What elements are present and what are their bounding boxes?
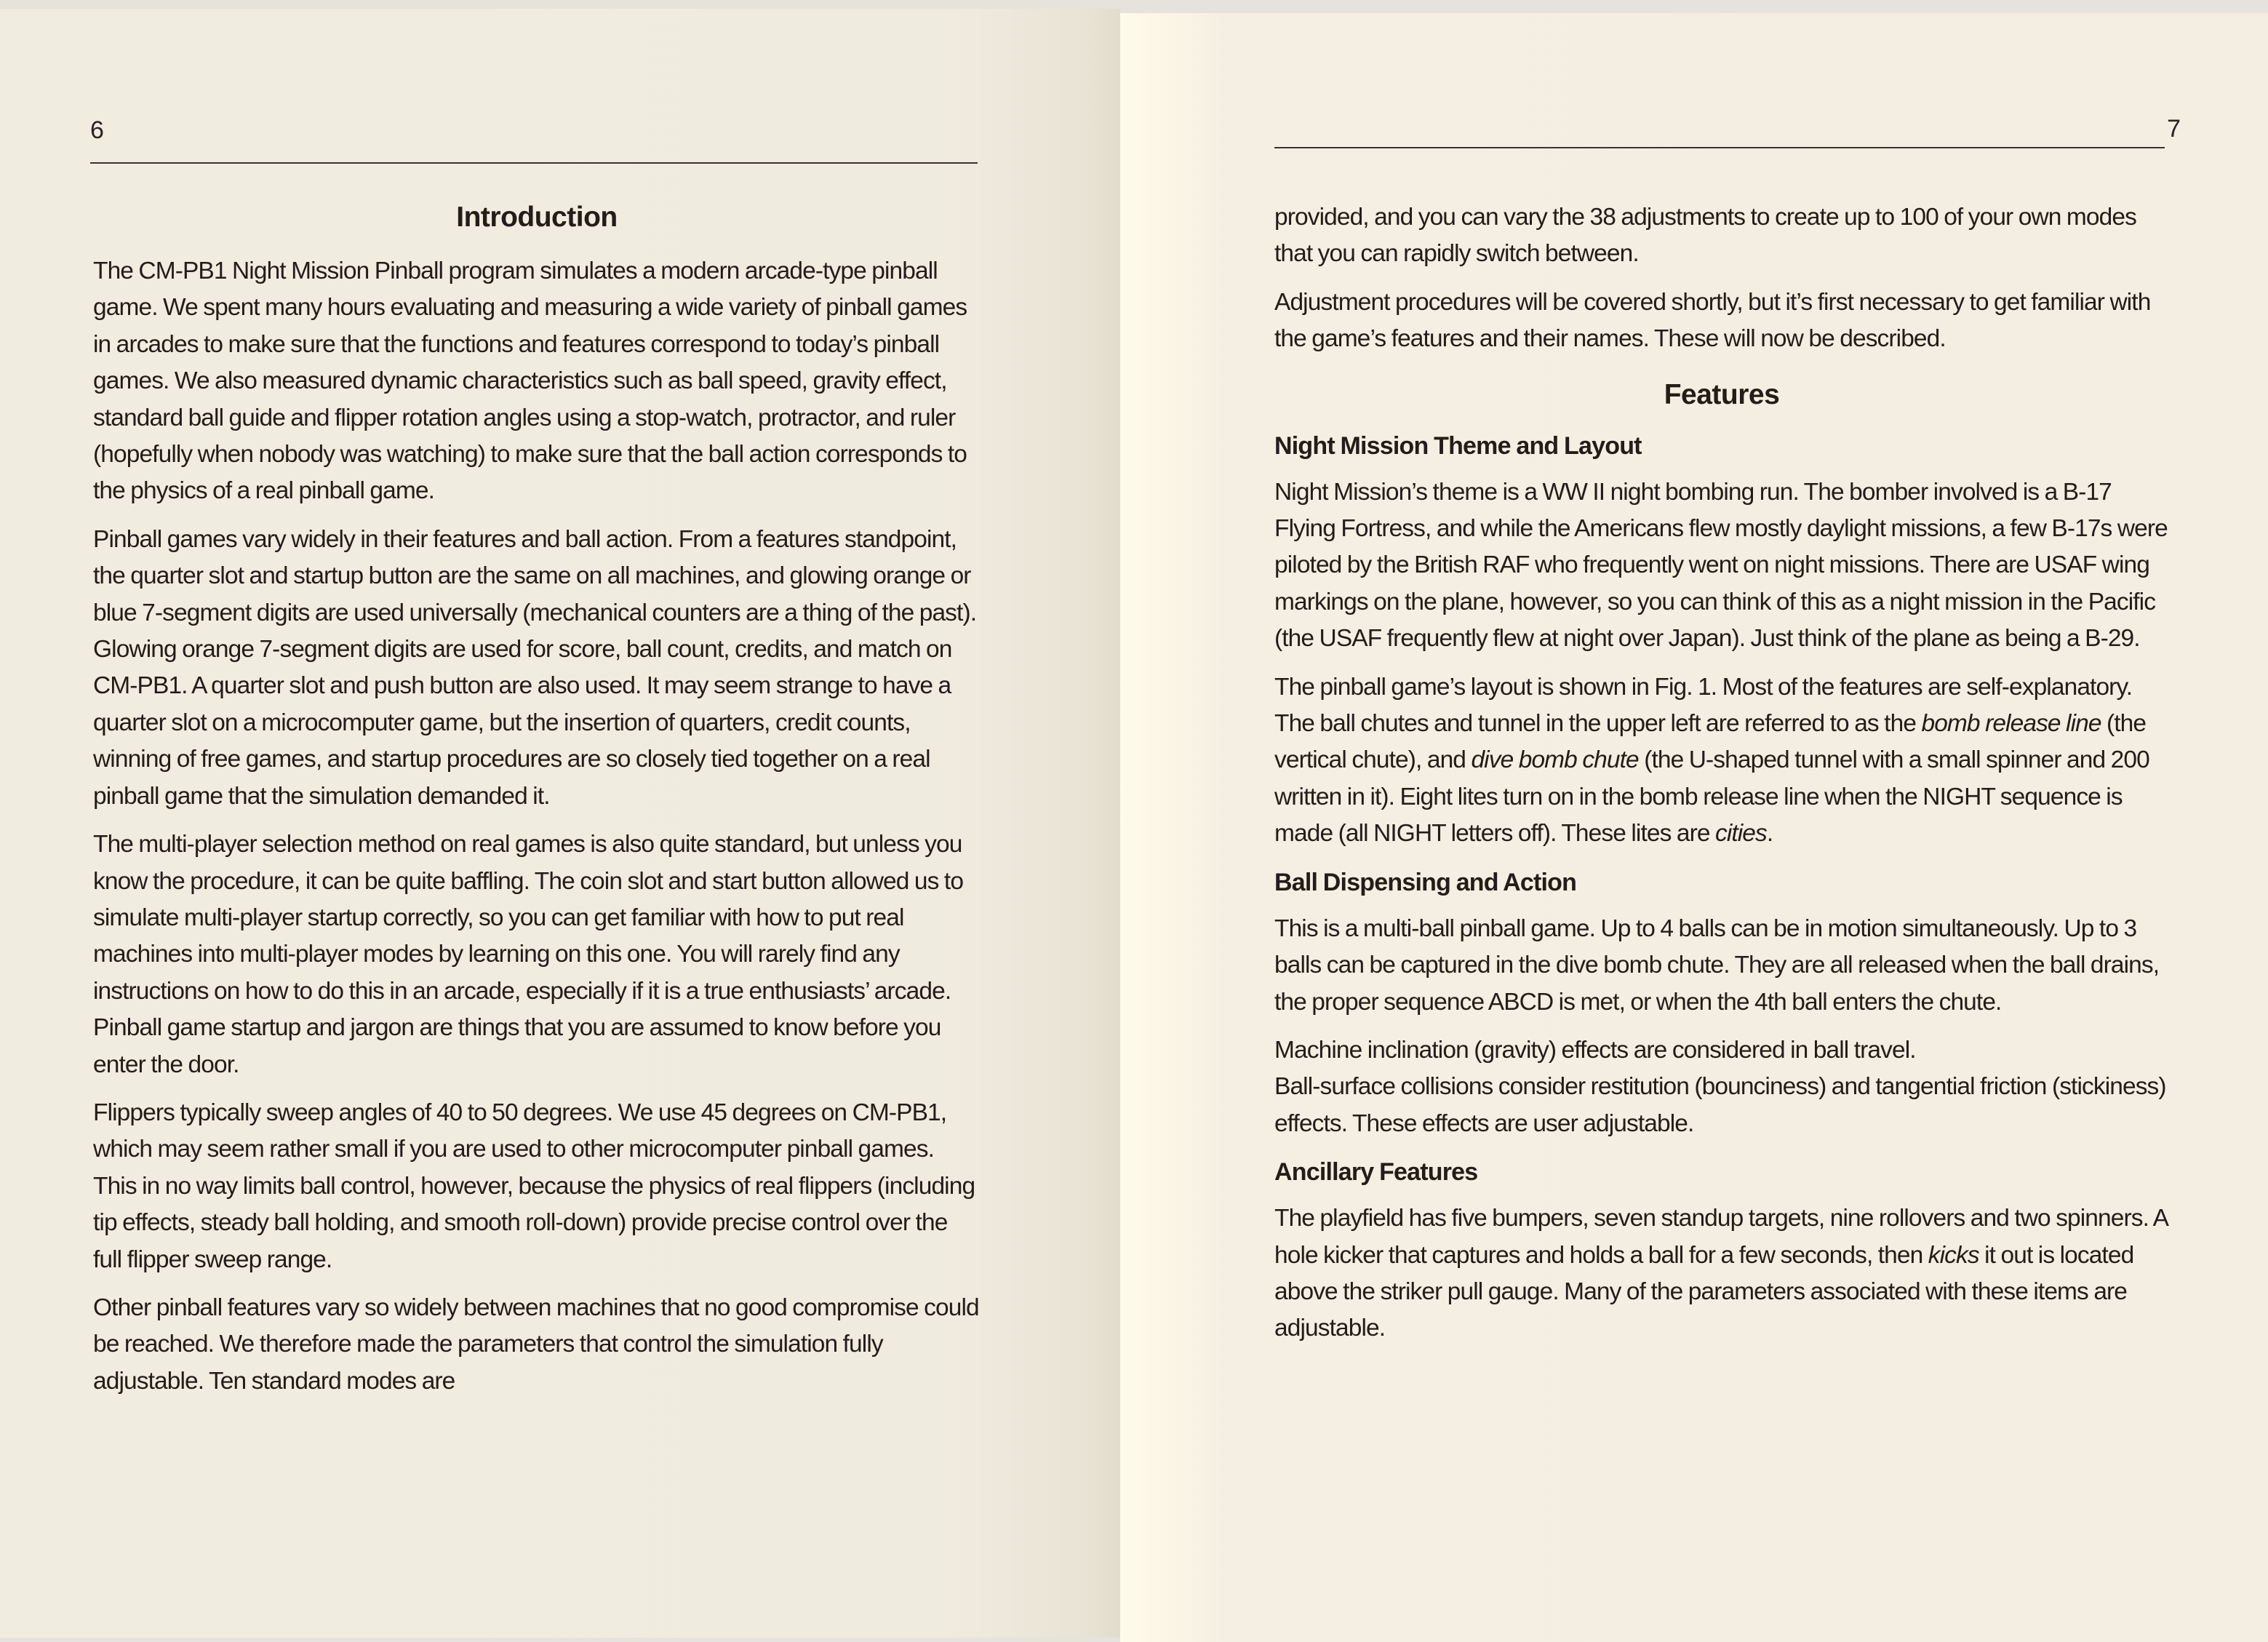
section-title-features: Features	[1664, 378, 1780, 410]
term-kicks: kicks	[1928, 1241, 1979, 1269]
page-content	[93, 199, 981, 1411]
text: it out is located above the striker pull gauge. Many of the parameters associated with these items are adjustable.	[1274, 1241, 2134, 1342]
paragraph: Other pinball features vary so widely between machines that no good compromise could be reached. We therefore made the parameters that control the simulation fully adjustable. Ten standard modes are	[93, 1294, 979, 1395]
text: The playfield has five bumpers, seven standup targets, nine rollovers and two spinners. A hole kicker that captures and holds a ball for a few seconds, then	[1274, 1205, 2168, 1269]
paragraph: Flippers typically sweep angles of 40 to 50 degrees. We use 45 degrees on CM-PB1, which may seem rather small if you are used to other microcomputer pinball games. This in no way limits ball control, however, because the physics of real flippers (including tip effects, steady ball holding, and smooth roll-down) provide precise control over the full flipper sweep range.	[93, 1099, 975, 1273]
left-page	[0, 9, 1120, 1638]
text: (the U-shaped tunnel with a small spinner and 200 written in it). Eight lites turn on in the bomb release line when the NIGHT sequence is made (all NIGHT letters off). These lites are	[1274, 746, 2149, 848]
paragraph: Adjustment procedures will be covered shortly, but it’s first necessary to get familiar with the game’s features and their names. These will now be described.	[1274, 288, 2151, 353]
term-cities: cities	[1714, 820, 1767, 848]
term-bomb-release-line: bomb release line	[1921, 710, 2101, 738]
paragraph: Night Mission’s theme is a WW II night bombing run. The bomber involved is a B-17 Flying Fortress, and while the Americans flew mostly daylight missions, a few B-17s were piloted by the British RAF who frequently went on night missions. There are USAF wing markings on the plane, however, so you can think of this as a night mission in the Pacific (the USAF frequently flew at night over Japan). Just think of the plane as being a B-29.	[1274, 478, 2168, 653]
page-content	[1274, 199, 2169, 1359]
page-number: 6	[90, 116, 104, 144]
paragraph: provided, and you can vary the 38 adjustments to create up to 100 of your own modes that you can rapidly switch between.	[1274, 204, 2136, 268]
section-title-introduction: Introduction	[456, 202, 618, 233]
paragraph: The CM-PB1 Night Mission Pinball program simulates a modern arcade-type pinball game. We spent many hours evaluating and measuring a wide variety of pinball games in arcades to make sure that the functions and features correspond to today’s pinball games. We also measured dynamic characteristics such as ball speed, gravity effect, standard ball guide and flipper rotation angles using a stop-watch, protractor, and ruler (hopefully when nobody was watching) to make sure that the ball action corresponds to the physics of a real pinball game.	[93, 258, 967, 505]
paragraph: This is a multi-ball pinball game. Up to 4 balls can be in motion simultaneously. Up to 3 balls can be captured in the dive bomb chute. They are all released when the ball drains, the proper sequence ABCD is met, or when the 4th ball enters the chute.	[1274, 914, 2160, 1016]
text: The pinball game’s layout is shown in Fig. 1. Most of the features are self-explanatory. The ball chutes and tunnel in the upper left are referred to as the	[1274, 673, 2133, 738]
paragraph	[1274, 669, 2169, 853]
header-rule	[1274, 147, 2165, 148]
page-number: 7	[2167, 115, 2181, 143]
subhead-ball-dispensing: Ball Dispensing and Action	[1274, 868, 1577, 896]
header-rule	[90, 162, 978, 164]
paragraph: Pinball games vary widely in their features and ball action. From a features standpoint, the quarter slot and startup button are the same on all machines, and glowing orange or blue 7-segment digits are used universally (mechanical counters are a thing of the past). Glowing orange 7-segment digits are used for score, ball count, credits, and match on CM-PB1. A quarter slot and push button are also used. It may seem strange to have a quarter slot on a microcomputer game, but the insertion of quarters, credit counts, winning of free games, and startup procedures are so closely tied together on a real pinball game that the simulation demanded it.	[93, 525, 977, 810]
subhead-theme-layout: Night Mission Theme and Layout	[1274, 431, 1642, 460]
text: .	[1766, 820, 1773, 848]
paragraph: Machine inclination (gravity) effects are considered in ball travel.	[1274, 1036, 1916, 1064]
paragraph: Ball-surface collisions consider restitution (bounciness) and tangential friction (stickiness) effects. These effects are user adjustable.	[1274, 1073, 2166, 1137]
text: (the vertical chute), and	[1274, 710, 2147, 774]
right-page	[1120, 13, 2268, 1642]
paragraph	[1274, 1200, 2169, 1347]
subhead-ancillary-features: Ancillary Features	[1274, 1158, 1478, 1187]
paragraph: The multi-player selection method on real games is also quite standard, but unless you know the procedure, it can be quite baffling. The coin slot and start button allowed us to simulate multi-player startup correctly, so you can get familiar with how to put real machines into multi-player modes by learning on this one. You will rarely find any instructions on how to do this in an arcade, especially if it is a true enthusiasts’ arcade. Pinball game startup and jargon are things that you are assumed to know before you enter the door.	[93, 831, 964, 1078]
term-dive-bomb-chute: dive bomb chute	[1471, 746, 1639, 774]
